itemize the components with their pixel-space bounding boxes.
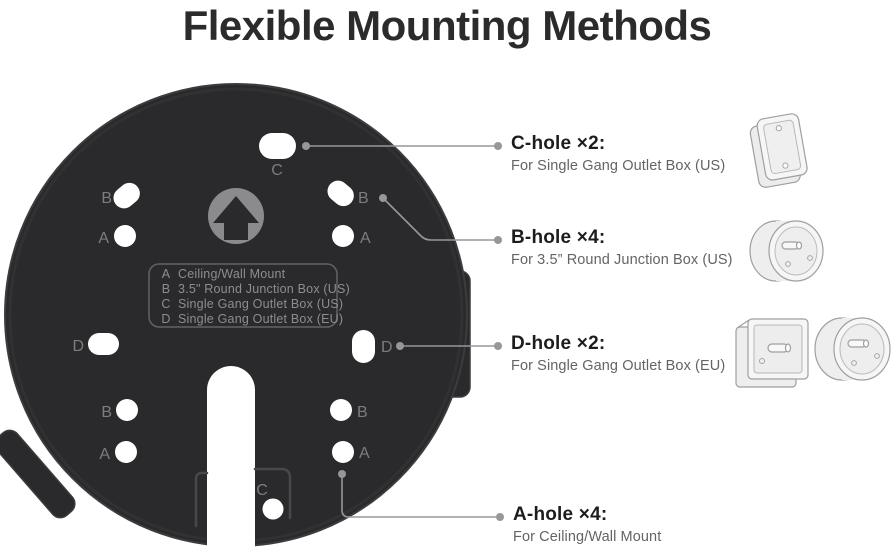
- legend-key: D: [161, 312, 171, 326]
- hole-b-lower-right: [330, 399, 352, 421]
- hole-a-upper-left: [114, 225, 136, 247]
- hole-label-d-left: D: [72, 338, 84, 355]
- annotation-description: For Single Gang Outlet Box (EU): [511, 358, 726, 374]
- annotation-title: C-hole ×2:: [511, 133, 606, 154]
- hole-d-right: [352, 330, 375, 363]
- hole-label-b-lower-right: B: [357, 404, 368, 421]
- legend-label: Single Gang Outlet Box (US): [178, 297, 344, 311]
- hole-a-lower-right: [332, 441, 354, 463]
- cable-slot-cutout: [207, 366, 255, 552]
- legend-label: Single Gang Outlet Box (EU): [178, 312, 344, 326]
- hole-d-left: [88, 333, 119, 355]
- hole-a-upper-right: [332, 225, 354, 247]
- hole-label-c-top: C: [271, 162, 283, 179]
- mounting-plate: [0, 84, 470, 560]
- annotation-d-hole: [511, 333, 771, 374]
- legend-label: 3.5" Round Junction Box (US): [178, 282, 350, 296]
- hole-label-c-bottom: C: [256, 482, 268, 499]
- arrow-up-icon: [208, 188, 264, 244]
- legend-key: A: [161, 267, 171, 281]
- round-gang-box-eu-icon: [815, 318, 890, 380]
- annotation-description: For Single Gang Outlet Box (US): [511, 158, 726, 174]
- hole-b-lower-left: [116, 399, 138, 421]
- page-title: Flexible Mounting Methods: [182, 2, 712, 49]
- hole-label-b-upper-right: B: [358, 190, 369, 207]
- legend-key: C: [161, 297, 171, 311]
- legend-key: B: [161, 282, 171, 296]
- hole-label-a-upper-left: A: [98, 230, 109, 247]
- hole-label-b-lower-left: B: [101, 404, 112, 421]
- hole-label-a-upper-right: A: [360, 230, 371, 247]
- annotation-title: B-hole ×4:: [511, 227, 606, 248]
- hole-label-d-right: D: [381, 339, 393, 356]
- annotation-title: D-hole ×2:: [511, 333, 606, 354]
- annotation-title: A-hole ×4:: [513, 504, 608, 525]
- hole-a-lower-left: [115, 441, 137, 463]
- annotation-description: For 3.5” Round Junction Box (US): [511, 252, 733, 268]
- annotation-a-hole: [513, 504, 773, 545]
- hole-label-b-upper-left: B: [101, 190, 112, 207]
- hole-label-a-lower-left: A: [99, 446, 110, 463]
- annotation-b-hole: [511, 227, 771, 268]
- edge-notch-cutout: [328, 527, 359, 560]
- legend-label: Ceiling/Wall Mount: [178, 267, 286, 281]
- hole-c-bottom: [263, 499, 284, 520]
- annotation-description: For Ceiling/Wall Mount: [513, 529, 662, 545]
- annotation-c-hole: [511, 133, 771, 174]
- hole-c-top: [259, 133, 296, 159]
- hole-label-a-lower-right: A: [359, 445, 370, 462]
